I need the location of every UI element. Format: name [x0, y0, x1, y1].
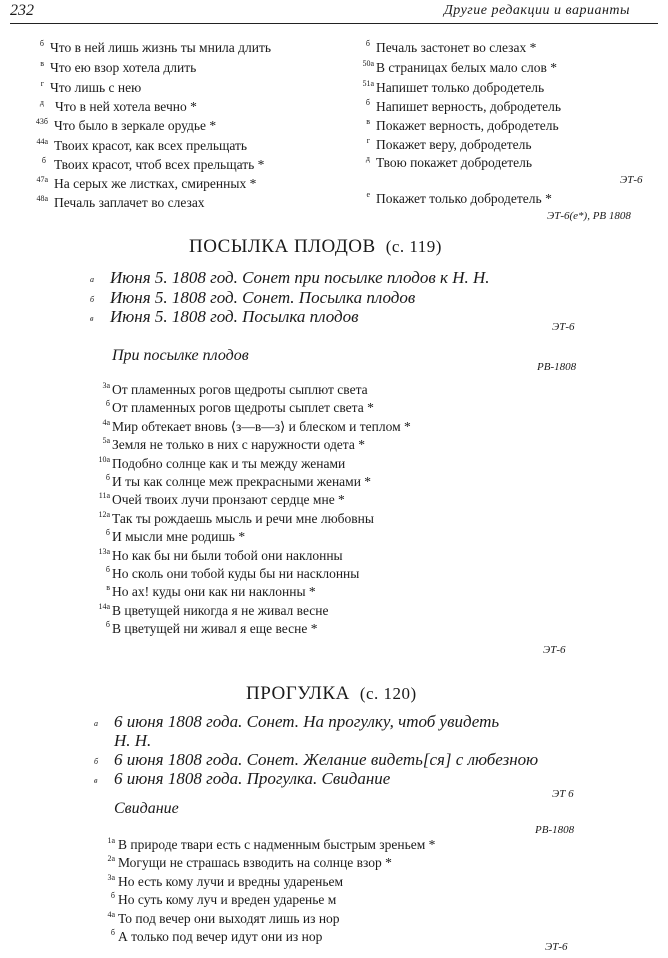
page-number: 232	[10, 2, 34, 19]
intro-text: Июня 5. 1808 год. Сонет при посылке плодов к Н. Н.	[110, 268, 490, 287]
variant-text: Подобно солнце как и ты между женами	[112, 455, 346, 471]
source-siglum: ЭТ-6	[543, 644, 566, 656]
source-siglum: РВ-1808	[535, 824, 575, 836]
variant-line	[105, 620, 318, 637]
variant-text: Напишет верность, добродетель	[376, 99, 562, 114]
variant-text: Что ею взор хотела длить	[50, 60, 197, 75]
intro-line	[90, 288, 416, 308]
variant-text: Земля не только в них с наружности одета *	[112, 437, 365, 453]
variant-mark: 14а	[98, 601, 110, 611]
variant-line	[98, 601, 329, 619]
page-reference: (с. 120)	[359, 684, 417, 703]
variant-text: Могущи не страшась взводить на солнце взор *	[118, 855, 392, 871]
variant-line	[102, 417, 411, 435]
variant-mark: б	[41, 156, 46, 165]
variant-line	[35, 117, 217, 134]
variant-text: В цветущей никогда я не живал весне	[112, 602, 329, 618]
variant-mark: 4а	[102, 417, 110, 427]
section-heading	[189, 236, 442, 258]
variant-mark: в	[106, 583, 110, 593]
variant-mark: 50а	[362, 59, 374, 68]
source-siglum: ЭТ-6	[545, 941, 568, 953]
variant-text: Твоих красот, как всех прельщать	[54, 138, 248, 153]
variant-line	[98, 546, 343, 564]
variant-line	[40, 59, 197, 76]
variant-mark: в	[366, 117, 370, 126]
header-rule	[10, 23, 658, 24]
variant-mark: 44а	[36, 137, 48, 146]
variant-line	[98, 491, 345, 508]
variant-line	[362, 59, 557, 76]
variant-mark: 47а	[36, 175, 48, 184]
poem-subtitle: При посылке плодов	[112, 347, 249, 364]
variant-mark: б	[94, 757, 99, 766]
variant-line	[105, 565, 360, 582]
section-title: ПРОГУЛКА	[246, 683, 350, 704]
variant-mark: б	[110, 891, 115, 901]
variant-mark: б	[110, 928, 115, 937]
intro-line	[94, 750, 539, 770]
variant-text: Но ах! куды они как ни наклонны *	[112, 584, 316, 600]
variant-mark: 12а	[98, 509, 110, 519]
variant-line	[36, 137, 248, 154]
variant-text: Что в ней хотела вечно *	[55, 99, 197, 114]
intro-text: 6 июня 1808 года. Прогулка. Свидание	[114, 769, 391, 788]
variant-line	[110, 928, 323, 945]
variant-mark: д	[39, 98, 44, 107]
intro-line	[94, 712, 500, 732]
variant-text: В страницах белых мало слов *	[376, 60, 557, 75]
variant-text: Покажет только добродетель *	[376, 191, 552, 206]
variant-mark: б	[365, 39, 370, 48]
poem-subtitle: Свидание	[114, 800, 179, 817]
variant-line	[98, 509, 374, 527]
variant-mark: г	[40, 79, 44, 88]
intro-text: Июня 5. 1808 год. Сонет. Посылка плодов	[110, 288, 416, 307]
variant-mark: б	[90, 295, 95, 304]
variant-mark: 51а	[362, 79, 374, 88]
intro-line	[90, 268, 490, 288]
variant-line	[365, 154, 533, 171]
running-title: Другие редакции и варианты	[443, 3, 630, 18]
variant-text: А только под вечер идут они из нор	[118, 929, 323, 944]
intro-text: Июня 5. 1808 год. Посылка плодов	[110, 307, 359, 326]
intro-line	[90, 307, 359, 327]
variant-mark: в	[40, 59, 44, 68]
variant-line	[41, 156, 265, 173]
variant-mark: 2а	[107, 854, 115, 864]
variant-line	[102, 436, 365, 453]
intro-text: 6 июня 1808 года. Сонет. Желание видеть[ся] с любезною	[114, 750, 539, 769]
variant-mark: а	[90, 275, 94, 284]
variant-line	[105, 473, 372, 490]
intro-text: 6 июня 1808 года. Сонет. На прогулку, чтоб увидеть	[114, 712, 500, 731]
variant-text: От пламенных рогов щедроты сыплет света *	[112, 400, 374, 416]
intro-line	[94, 769, 391, 789]
section-heading	[246, 683, 417, 705]
variant-mark: 11а	[98, 491, 110, 501]
variant-mark: г	[366, 136, 370, 145]
variant-mark: б	[105, 528, 110, 538]
variant-text: Что было в зеркале орудье *	[54, 118, 217, 133]
running-head	[10, 2, 658, 22]
variant-mark: б	[105, 620, 110, 630]
section-title: ПОСЫЛКА ПЛОДОВ	[189, 236, 376, 257]
page-reference: (с. 119)	[385, 237, 442, 256]
variant-text: Что в ней лишь жизнь ты мнила длить	[50, 40, 272, 55]
variant-line	[107, 872, 344, 890]
variant-text: В цветущей ни живал я еще весне *	[112, 621, 318, 637]
variant-text: Твою покажет добродетель	[376, 155, 533, 170]
variant-mark: 43б	[35, 117, 48, 126]
source-siglum: ЭТ-6	[620, 174, 643, 186]
variant-text: Но есть кому лучи и вредны удареньем	[118, 873, 344, 889]
variant-text: Мир обтекает вновь ⟨з—в—з⟩ и блеском и теплом *	[112, 418, 411, 434]
variant-mark: б	[105, 399, 110, 409]
variant-mark: 48а	[36, 194, 48, 203]
variant-line	[36, 175, 257, 192]
variant-text: Но сколь они тобой куды бы ни насклонны	[112, 566, 360, 581]
variant-line	[36, 194, 205, 211]
variant-text: Печаль застонет во слезах *	[376, 40, 537, 55]
variant-mark: б	[39, 39, 44, 48]
variant-mark: а	[94, 719, 98, 728]
variant-mark: в	[94, 776, 98, 785]
variant-text: Но как бы ни были тобой они наклонны	[112, 547, 343, 563]
source-siglum: ЭТ-6(е*), РВ 1808	[547, 210, 631, 222]
variant-line	[39, 98, 197, 115]
variant-line	[98, 454, 346, 472]
variant-text: Что лишь с нею	[50, 80, 142, 95]
variant-text: Покажет верность, добродетель	[376, 118, 559, 133]
variant-line	[40, 79, 142, 96]
intro-text: Н. Н.	[114, 731, 152, 750]
variant-line	[39, 39, 272, 56]
variant-text: На серых же листках, смиренных *	[54, 176, 257, 191]
variant-line	[366, 190, 552, 207]
variant-line	[366, 136, 532, 153]
variant-mark: 5а	[102, 436, 110, 446]
variant-text: Но суть кому луч и вреден ударенье м	[118, 892, 337, 908]
variant-mark: б	[105, 473, 110, 482]
source-siglum: ЭТ-6	[552, 321, 575, 333]
variant-text: Так ты рождаешь мысль и речи мне любовны	[112, 510, 374, 526]
variant-line	[105, 399, 374, 416]
intro-line	[114, 731, 151, 751]
variant-text: Покажет веру, добродетель	[376, 137, 532, 152]
variant-line	[365, 39, 537, 56]
variant-text: И мысли мне родишь *	[112, 529, 246, 545]
source-siglum: РВ-1808	[537, 361, 577, 373]
variant-line	[106, 583, 316, 600]
source-siglum: ЭТ 6	[552, 788, 574, 800]
variant-mark: 13а	[98, 546, 110, 556]
variant-mark: 3а	[102, 381, 110, 390]
variant-line	[362, 79, 545, 96]
variant-mark: е	[366, 190, 370, 199]
variant-line	[365, 98, 562, 115]
variant-text: И ты как солнце меж прекрасными женами *	[112, 474, 372, 489]
variant-text: То под вечер они выходят лишь из нор	[118, 910, 340, 926]
variant-text: Очей твоих лучи пронзают сердце мне *	[112, 492, 345, 508]
variant-mark: 3а	[107, 872, 115, 882]
variant-text: Печаль заплачет во слезах	[54, 195, 205, 210]
variant-mark: 10а	[98, 454, 110, 464]
variant-line	[102, 381, 368, 398]
variant-mark: б	[105, 565, 110, 574]
variant-mark: 4а	[107, 909, 115, 919]
variant-text: От пламенных рогов щедроты сыплют света	[112, 382, 368, 397]
variant-text: Напишет только добродетель	[376, 80, 545, 95]
variant-line	[107, 836, 436, 853]
variant-mark: б	[365, 98, 370, 107]
variant-text: Твоих красот, чтоб всех прельщать *	[54, 157, 265, 172]
variant-line	[107, 854, 392, 871]
variant-text: В природе твари есть с надменным быстрым зреньем *	[118, 837, 436, 852]
variant-mark: 1а	[107, 836, 115, 845]
variant-mark: д	[365, 154, 370, 163]
variant-mark: в	[90, 314, 94, 323]
variant-line	[366, 117, 559, 134]
variant-line	[107, 909, 340, 927]
variant-line	[105, 528, 246, 545]
variant-line	[110, 891, 337, 908]
